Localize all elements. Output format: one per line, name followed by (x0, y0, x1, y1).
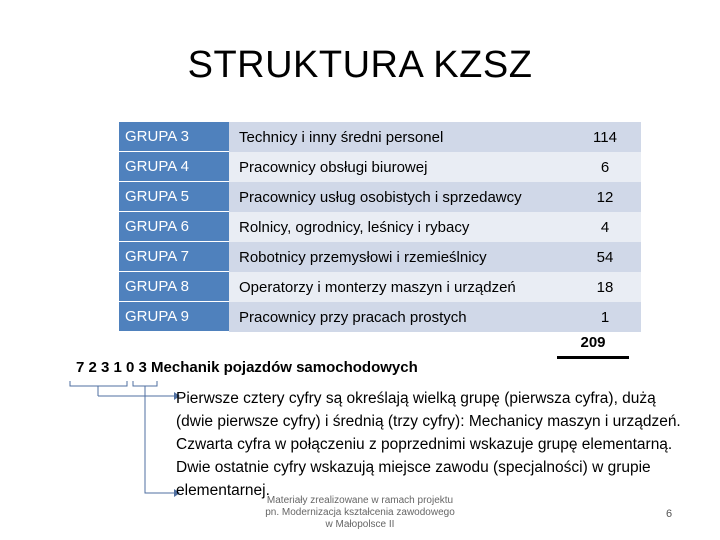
group-code: GRUPA 5 (119, 182, 229, 212)
group-count: 114 (569, 122, 641, 152)
group-count: 18 (569, 272, 641, 302)
group-name: Pracownicy usług osobistych i sprzedawcy (229, 182, 569, 212)
code-explanation (176, 387, 696, 502)
group-count: 6 (569, 152, 641, 182)
explanation-paragraph: Pierwsze cztery cyfry są określają wielką grupę (pierwsza cyfra), dużą (dwie pierwsze cyfry) i średnią (trzy cyfry): Mechanicy maszyn i urządzeń. Czwarta cyfra w połączeniu z poprzednimi wskazuje grupę elementarną. (176, 390, 681, 453)
page-number: 6 (666, 508, 673, 520)
group-name: Pracownicy obsługi biurowej (229, 152, 569, 182)
group-name: Pracownicy przy pracach prostych (229, 302, 569, 332)
group-code: GRUPA 7 (119, 242, 229, 272)
explanation-paragraph: Dwie ostatnie cyfry wskazują miejsce zawodu (specjalności) w grupie elementarnej. (176, 459, 651, 499)
group-count: 4 (569, 212, 641, 242)
group-name: Operatorzy i monterzy maszyn i urządzeń (229, 272, 569, 302)
group-name: Technicy i inny średni personel (229, 122, 569, 152)
footer-line: Materiały zrealizowane w ramach projektu (266, 495, 454, 506)
group-code: GRUPA 4 (119, 152, 229, 182)
group-name: Robotnicy przemysłowi i rzemieślnicy (229, 242, 569, 272)
group-count: 12 (569, 182, 641, 212)
group-code: GRUPA 6 (119, 212, 229, 242)
footer-line: w Małopolsce II (325, 519, 395, 530)
group-count: 1 (569, 302, 641, 332)
total-count: 209 (557, 330, 629, 359)
footer-line: pn. Modernizacja kształcenia zawodowego (265, 507, 455, 518)
group-code: GRUPA 9 (119, 302, 229, 332)
group-name: Rolnicy, ogrodnicy, leśnicy i rybacy (229, 212, 569, 242)
group-count: 54 (569, 242, 641, 272)
slide-title: STRUKTURA KZSZ (187, 44, 533, 86)
project-footer (250, 495, 470, 531)
occupation-code-example: 7 2 3 1 0 3 Mechanik pojazdów samochodowych (76, 359, 418, 376)
group-code: GRUPA 3 (119, 122, 229, 152)
group-code: GRUPA 8 (119, 272, 229, 302)
